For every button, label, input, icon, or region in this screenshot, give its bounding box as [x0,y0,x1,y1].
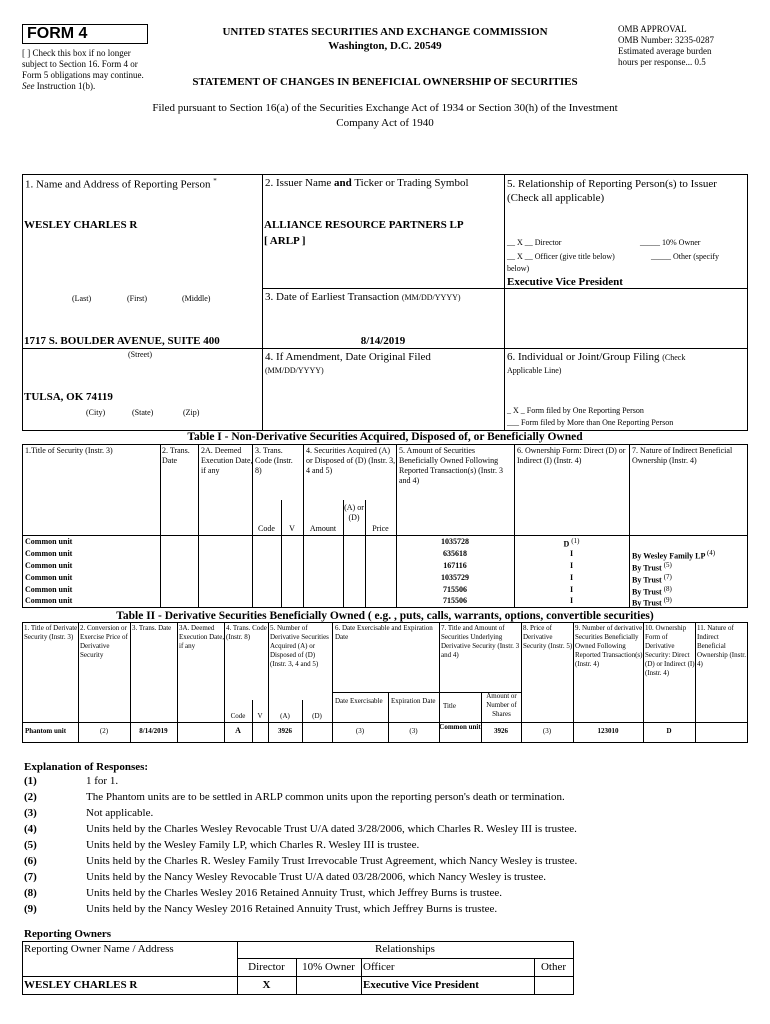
table1-row-nature [632,596,672,608]
filing-one-person: _ X _ Form filed by One Reporting Person [507,406,644,415]
reporting-person-name: WESLEY CHARLES R [24,219,138,231]
table1-sub-amount: Amount [309,524,337,533]
label-last: (Last) [72,294,92,303]
box2-label-rest: Ticker or Trading Symbol [351,177,469,189]
box2-label-and: and [334,177,352,189]
agency-name: UNITED STATES SECURITIES AND EXCHANGE COMMISSION [222,26,548,38]
omb-approval-title: OMB APPROVAL [618,24,687,34]
table1-row-amount: 635618 [443,549,467,558]
table2-sub-d: (D) [312,712,322,720]
explanation-number: (1) [24,775,37,787]
explanation-number: (7) [24,871,37,883]
table1-row-form-footnote: (1) [571,537,580,545]
table1-row-nature-value: By Trust [632,575,662,585]
explanation-text: Units held by the Nancy Wesley 2016 Retained Annuity Trust, which Jeffrey Burns is trustee. [86,903,498,915]
table1-row-form-value: D [563,539,570,549]
table1-row-nature-footnote: (5) [663,561,672,569]
owners-col-director: Director [248,961,285,973]
table1-row-nature-value: By Trust [632,587,662,597]
table1-row-form [514,537,629,549]
table2-sub-a: (A) [280,712,290,720]
table1-row-title: Common unit [25,537,73,546]
statement-title: STATEMENT OF CHANGES IN BENEFICIAL OWNERSHIP OF SECURITIES [192,76,578,88]
table1-row-form: I [569,573,574,582]
box1-label-text: 1. Name and Address of Reporting Person [25,178,211,191]
table1-row-amount: 167116 [443,561,467,570]
box3-label [265,291,461,303]
owners-col-ten-pct: 10% Owner [302,961,355,973]
table1-h2a: 2A. Deemed Execution Date, if any [201,446,253,475]
derivative-code: A [235,726,241,735]
table2-h6: 6. Date Exercisable and Expiration Date [335,624,433,641]
explanation-number: (5) [24,839,37,851]
explanation-number: (2) [24,791,37,803]
table1-row-form: I [569,585,574,594]
agency-heading [185,25,585,53]
box1-marker: * [213,177,217,185]
label-first: (First) [127,294,147,303]
form-title: FORM 4 [22,24,148,44]
owner-director: X [262,979,271,991]
table2-sub-title: Title [443,702,456,710]
issuer-name: ALLIANCE RESOURCE PARTNERS LP [264,219,464,231]
omb-number: OMB Number: 3235-0287 [618,35,714,45]
owners-col-name: Reporting Owner Name / Address [24,943,174,955]
table2-h8: 8. Price of Derivative Security (Instr. 5) [523,624,573,650]
issuer-ticker: [ ARLP ] [264,235,306,247]
table1-h1: 1.Title of Security (Instr. 3) [25,446,113,455]
omb-approval [618,24,758,68]
explanation-text: Units held by the Charles Wesley 2016 Retained Annuity Trust, which Jeffrey Burns is trustee. [86,887,503,899]
table1-h6: 6. Ownership Form: Direct (D) or Indirect (I) (Instr. 4) [517,446,626,465]
explanation-text: The Phantom units are to be settled in ARLP common units upon the reporting person's death or termination. [86,791,565,803]
box6-check: (Check [662,353,686,362]
derivative-expiration: (3) [409,727,418,735]
owners-col-officer: Officer [363,961,395,973]
relationship-director: __ X __ Director [507,238,562,247]
explanation-number: (4) [24,823,37,835]
earliest-transaction-date: 8/14/2019 [360,335,406,347]
table2-h11: 11. Nature of Indirect Beneficial Ownership (Instr. 4) [697,624,746,668]
table1-h3: 3. Trans. Code (Instr. 8) [255,446,293,475]
street-address: 1717 S. BOULDER AVENUE, SUITE 400 [24,335,220,347]
explanation-title: Explanation of Responses: [24,761,149,773]
owners-col-other: Other [540,961,567,973]
table1-row-nature-footnote: (8) [663,585,672,593]
label-city: (City) [86,408,106,417]
checkbox-note-text: [ ] Check this box if no longer subject to Section 16. Form 4 or Form 5 obligations may continue. [22,48,144,80]
label-state: (State) [132,408,154,417]
explanation-number: (9) [24,903,37,915]
table2-h5: 5. Number of Derivative Securities Acquired (A) or Disposed of (D) (Instr. 3, 4 and 5) [270,624,329,668]
box5-label: 5. Relationship of Reporting Person(s) to Issuer (Check all applicable) [507,178,717,204]
officer-title: Executive Vice President [507,276,623,288]
table1-row-title: Common unit [25,561,73,570]
table1-h2: 2. Trans. Date [162,446,190,465]
derivative-price: (3) [542,727,552,735]
explanation-number: (8) [24,887,37,899]
box1-label [25,177,217,191]
explanation-number: (3) [24,807,37,819]
relationship-ten-pct: _____ 10% Owner [640,238,701,247]
table1-row-amount: 715506 [443,596,467,605]
filing-more-persons: ___ Form filed by More than One Reporting Person [507,418,674,427]
table2-h4: 4. Trans. Code (Instr. 8) [226,624,267,641]
table1-h4: 4. Securities Acquired (A) or Disposed of (D) (Instr. 3, 4 and 5) [306,446,396,475]
table2-sub-code: Code [230,712,246,720]
table1-row-title: Common unit [25,549,73,558]
table1-row-nature-value: By Trust [632,598,662,608]
box6-label [507,351,685,363]
box2-label [265,177,469,189]
relationship-other: _____ Other (specify [651,252,719,261]
box4-label: 4. If Amendment, Date Original Filed [265,351,431,363]
label-middle: (Middle) [182,294,211,303]
omb-burden: Estimated average burden [618,46,712,56]
table1-row-form: I [569,549,574,558]
agency-location: Washington, D.C. 20549 [328,40,442,52]
table1-row-nature [632,573,672,585]
relationship-below: below) [507,264,530,273]
explanation-text: Not applicable. [86,807,154,819]
table2-h7: 7. Title and Amount of Securities Underlying Derivative Security (Instr. 3 and 4) [441,624,520,659]
filed-pursuant: Filed pursuant to Section 16(a) of the Securities Exchange Act of 1934 or Section 30(h) of the Investment Company Act of 1940 [152,102,618,129]
relationship-officer: __ X __ Officer (give title below) [507,252,615,261]
explanation-text: 1 for 1. [86,775,119,787]
table1-row-nature [632,549,715,561]
table2-h10: 10. Ownership Form of Derivative Security: Direct (D) or Indirect (I) (Instr. 4) [645,624,695,677]
derivative-underlying-amount: 3926 [494,727,508,735]
box2-label-text: 2. Issuer Name [265,177,335,189]
table2-h1: 1. Title of Derivate Security (Instr. 3) [24,624,78,641]
box3-label-text: 3. Date of Earliest Transaction [265,291,400,303]
checkbox-note [22,48,152,92]
derivative-underlying-title: Common unit [439,723,481,731]
table1-row-amount: 715506 [443,585,467,594]
table1-h7: 7. Nature of Indirect Beneficial Ownership (Instr. 4) [632,446,733,465]
owner-name: WESLEY CHARLES R [24,979,138,991]
explanation-text: Units held by the Charles Wesley Revocable Trust U/A dated 3/28/2006, which Charles R. Wesley III is trustee. [86,823,577,835]
label-zip: (Zip) [183,408,200,417]
table1-sub-code: Code [258,524,275,533]
table1-h5: 5. Amount of Securities Beneficially Owned Following Reported Transaction(s) (Instr. 3 and 4) [399,446,503,485]
owners-col-relationships: Relationships [375,943,435,955]
table2-h9: 9. Number of derivative Securities Beneficially Owned Following Reported Transaction(s) (Instr. 4) [575,624,643,668]
table1-sub-v: V [289,524,295,533]
owner-officer-title: Executive Vice President [363,979,479,991]
explanation-text: Units held by the Charles R. Wesley Family Trust Irrevocable Trust Agreement, which Nancy Wesley is trustee. [86,855,578,867]
derivative-title: Phantom unit [25,727,67,735]
table1-sub-aord: (A) or (D) [344,503,364,522]
table1-row-amount: 1035729 [441,573,469,582]
table2-sub-v: V [257,712,263,720]
table1-row-nature-value: By Wesley Family LP [632,551,705,561]
table1-row-nature [632,561,672,573]
table1-row-nature [632,585,672,597]
derivative-conversion: (2) [99,727,109,735]
table2-h3: 3. Trans. Date [132,624,172,632]
table1-row-title: Common unit [25,585,73,594]
explanation-text: Units held by the Nancy Wesley Revocable Trust U/A dated 03/28/2006, which Nancy Wesley is trustee. [86,871,547,883]
table1-row-nature-footnote: (4) [706,549,716,557]
table1-row-title: Common unit [25,573,73,582]
derivative-acquired: 3926 [278,727,292,735]
table2-title: Table II - Derivative Securities Beneficially Owned ( e.g. , puts, calls, warrants, options, convertible securities) [116,610,654,622]
checkbox-note-see: See [22,81,35,91]
label-street: (Street) [128,350,152,359]
table1-row-form: I [569,561,574,570]
table1-row-nature-footnote: (7) [663,573,672,581]
derivative-date: 8/14/2019 [139,727,168,735]
box3-format: (MM/DD/YYYY) [401,293,461,302]
table1-title: Table I - Non-Derivative Securities Acquired, Disposed of, or Beneficially Owned [187,431,583,443]
owners-title: Reporting Owners [24,928,112,940]
omb-hours: hours per response... 0.5 [618,57,706,67]
table2-sub-exercisable: Date Exercisable [335,697,383,705]
box4-format: (MM/DD/YYYY) [265,366,324,375]
table1-sub-price: Price [372,524,389,533]
explanation-number: (6) [24,855,37,867]
checkbox-note-instruction: Instruction 1(b). [34,81,96,91]
box6-label-text: 6. Individual or Joint/Group Filing [507,351,660,363]
city-state-zip: TULSA, OK 74119 [24,391,113,403]
table1-row-nature-footnote: (9) [663,596,672,604]
box6-applicable: Applicable Line) [507,366,562,375]
table2-sub-expiration: Expiration Date [391,697,436,705]
derivative-owned: 123010 [597,727,619,735]
derivative-exercisable: (3) [355,727,365,735]
table2-h3a: 3A. Deemed Execution Date, if any [179,624,225,650]
derivative-form: D [666,727,672,735]
explanation-text: Units held by the Wesley Family LP, which Charles R. Wesley III is trustee. [86,839,420,851]
table1-row-form: I [569,596,574,605]
table2-h2: 2. Conversion or Exercise Price of Derivative Security [80,624,128,659]
table1-row-amount: 1035728 [441,537,469,546]
table1-row-title: Common unit [25,596,73,605]
table2-sub-amount: Amount or Number of Shares [486,692,517,718]
table1-row-nature-value: By Trust [632,563,662,573]
